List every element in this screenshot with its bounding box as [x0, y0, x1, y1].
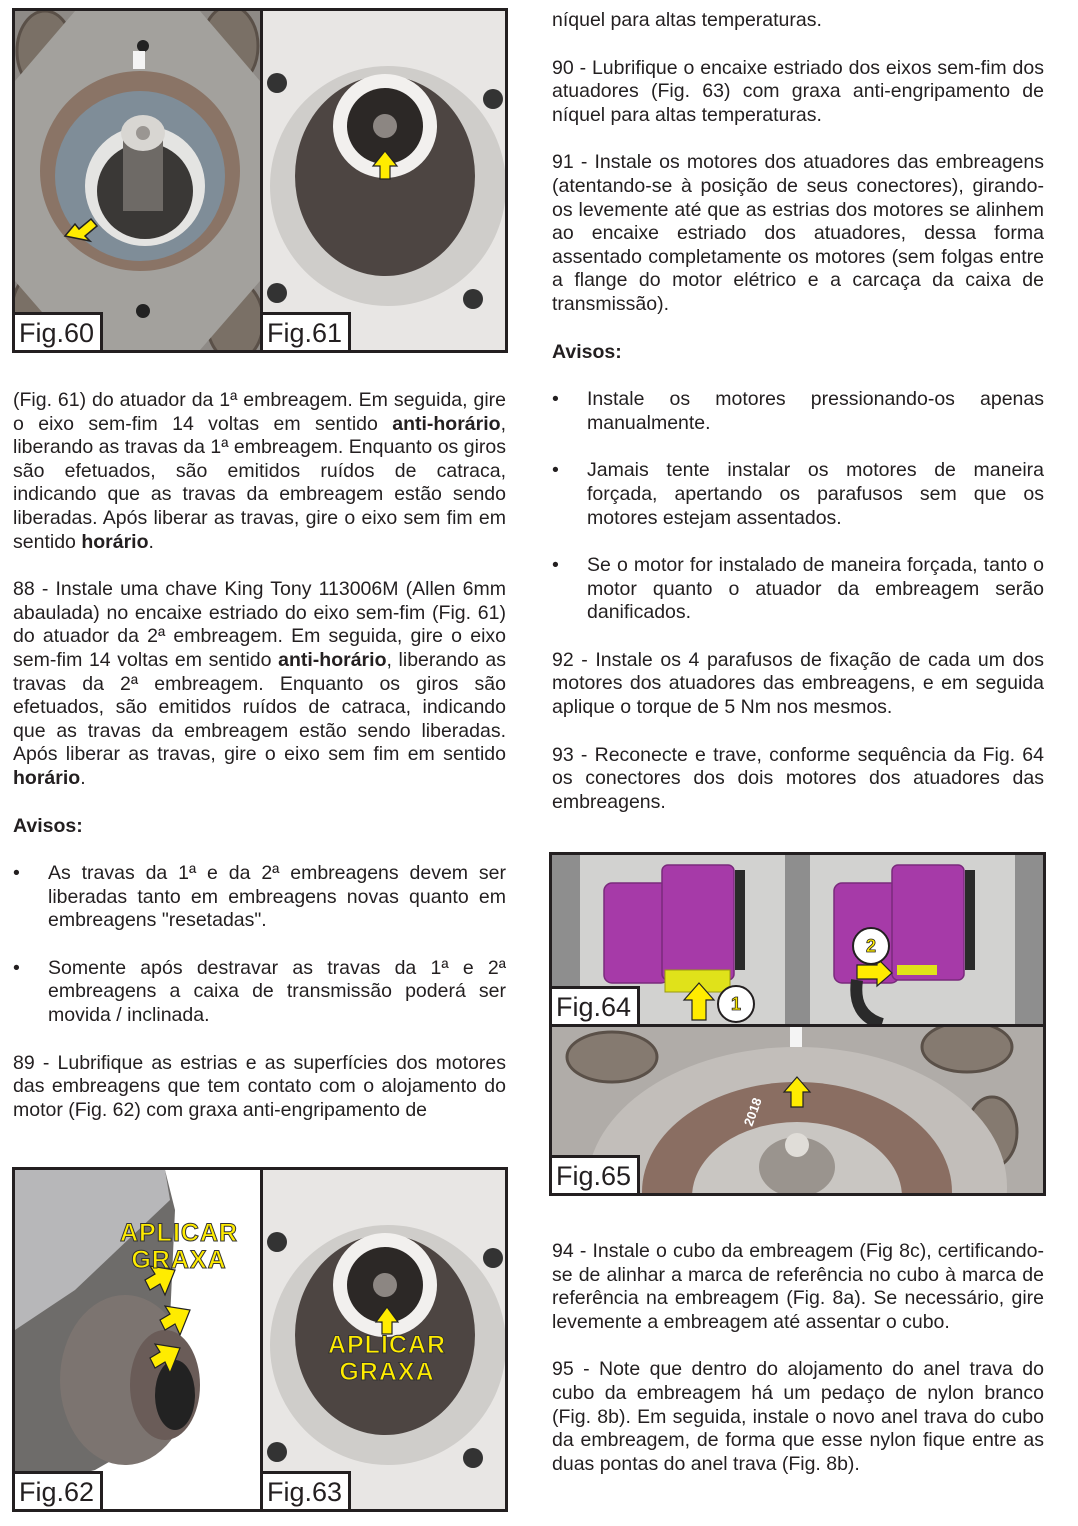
paragraph-89-continuation: níquel para altas temperaturas.	[552, 9, 822, 31]
step-2-badge: 2	[852, 927, 890, 965]
figure-64-65	[549, 852, 1046, 1196]
text: Jamais tente instalar os motores de maneira forçada, apertando os parafusos sem que os motores estejam assentados.	[587, 459, 1044, 529]
paragraph-87-continuation	[13, 389, 506, 554]
paragraph-91: 91 - Instale os motores dos atuadores das embreagens (atentando-se à posição de seus conectores), girando-os levemente até que as estrias dos motores se alinhem ao encaixe estriado dos atuadores, dessa forma assentado completamente os motores (sem folgas entre a flange do motor elétrico e a carcaça da caixa de transmissão).	[552, 151, 1044, 315]
figure-60-61	[12, 8, 508, 353]
photo-fig64	[552, 855, 1043, 1024]
paragraph-93: 93 - Reconecte e trave, conforme sequência da Fig. 64 os conectores dos dois motores dos atuadores das embreagens.	[552, 743, 1044, 813]
photo-fig61	[263, 11, 505, 350]
fig65-label: Fig.65	[552, 1155, 640, 1193]
paragraph-88	[13, 578, 506, 790]
text: , liberando as travas da 1ª embreagem. Enquanto os giros são efetuados, são emitidos ruídos de catraca, indicando que as travas da embreagem estão sendo liberadas. Após liberar as travas, gire o eixo sem fim em sentido	[13, 412, 506, 553]
photo-fig62	[15, 1170, 260, 1509]
text: Somente após destravar as travas da 1ª e 2ª embreagens a caixa de transmissão poderá ser movida / inclinada.	[48, 956, 506, 1027]
paragraph-92: 92 - Instale os 4 parafusos de fixação de cada um dos motores dos atuadores das embreagens, e em seguida aplique o torque de 5 Nm nos mesmos.	[552, 648, 1044, 719]
left-text-column	[13, 389, 506, 1122]
bullet-icon: •	[13, 862, 20, 885]
text: 88 - Instale uma chave King Tony 113006M (Allen 6mm abaulada) no encaixe estriado do eixo sem-fim (Fig. 61) do atuador da 2ª embreagem. Em seguida, gire o eixo sem-fim 14 voltas em sentido	[13, 578, 506, 671]
clutch-hub-illustration	[15, 11, 260, 350]
bold-text: horário	[81, 530, 149, 553]
right-text-column-lower	[552, 1240, 1044, 1476]
avisos-heading	[13, 815, 506, 839]
bullet-icon: •	[13, 956, 20, 979]
bullet-icon: •	[552, 554, 559, 577]
fig62-label: Fig.62	[15, 1471, 103, 1509]
fig63-label: Fig.63	[263, 1471, 351, 1509]
photo-fig65	[552, 1027, 1043, 1193]
text: As travas da 1ª e da 2ª embreagens devem ser liberadas tanto em embreagens novas quanto em embreagens "resetadas".	[48, 862, 506, 932]
paragraph-95: 95 - Note que dentro do alojamento do anel trava do cubo da embreagem há um pedaço de nylon branco (Fig. 8b). Em seguida, instale o novo anel trava do cubo da embreagem, de forma que esse nylon fique entre as duas pontas do anel trava (Fig. 8b).	[552, 1358, 1044, 1475]
bold-text: horário	[13, 766, 81, 789]
text: (Fig. 61) do atuador da 1ª embreagem. Em seguida, gire o eixo sem-fim 14 voltas em sentido	[13, 389, 506, 435]
paragraph-90: 90 - Lubrifique o encaixe estriado dos eixos sem-fim dos atuadores (Fig. 63) com graxa anti-engripamento de níquel para altas temperaturas.	[552, 56, 1044, 126]
figure-62-63	[12, 1167, 508, 1512]
text: Instale os motores pressionando-os apenas manualmente.	[587, 388, 1044, 434]
heading-text: Avisos:	[13, 814, 83, 837]
callout-line: APLICAR	[119, 1219, 239, 1247]
text: , liberando as travas da 2ª embreagem. Enquanto os giros são efetuados, são emitidos ruídos de catraca, indicando que as travas da embreagem estão sendo liberadas. Após liberar as travas, gire o eixo sem fim em sentido	[13, 648, 507, 766]
photo-fig63	[263, 1170, 505, 1509]
fig61-label: Fig.61	[263, 312, 351, 350]
warning-item	[13, 862, 506, 933]
hub-marking: 2018	[740, 1095, 765, 1129]
warning-item	[552, 459, 1044, 530]
callout-line: GRAXA	[131, 1246, 227, 1274]
bold-text: anti-horário	[278, 648, 387, 671]
warning-item	[552, 388, 1044, 435]
paragraph-94: 94 - Instale o cubo da embreagem (Fig 8c), certificando-se de alinhar a marca de referência no cubo à marca de referência na embreagem (Fig. 8a). Se necessário, gire levemente a embreagem até assentar o cubo.	[552, 1240, 1044, 1333]
apply-grease-callout	[115, 1220, 243, 1274]
paragraph-89: 89 - Lubrifique as estrias e as superfícies dos motores das embreagens que tem contato com o alojamento do motor (Fig. 62) com graxa anti-engripamento de	[13, 1051, 506, 1121]
bullet-icon: •	[552, 459, 559, 482]
warning-item	[13, 957, 506, 1028]
right-text-column	[552, 9, 1044, 814]
avisos-heading	[552, 341, 1044, 365]
fig60-label: Fig.60	[15, 312, 103, 350]
callout-line: APLICAR	[327, 1331, 447, 1359]
fig64-label: Fig.64	[552, 986, 640, 1024]
bullet-icon: •	[552, 388, 559, 411]
actuator-shaft-illustration	[263, 11, 505, 350]
text: .	[80, 766, 86, 789]
step-1-badge: 1	[717, 985, 755, 1023]
callout-line: GRAXA	[339, 1358, 435, 1386]
apply-grease-callout	[317, 1332, 457, 1386]
warning-item	[552, 554, 1044, 625]
text: .	[148, 530, 154, 553]
bold-text: anti-horário	[392, 412, 501, 435]
connector-left	[604, 865, 734, 983]
photo-fig60	[15, 11, 260, 350]
text: Se o motor for instalado de maneira forçada, tanto o motor quanto o atuador da embreagem serão danificados.	[587, 554, 1044, 624]
heading-text: Avisos:	[552, 340, 622, 363]
